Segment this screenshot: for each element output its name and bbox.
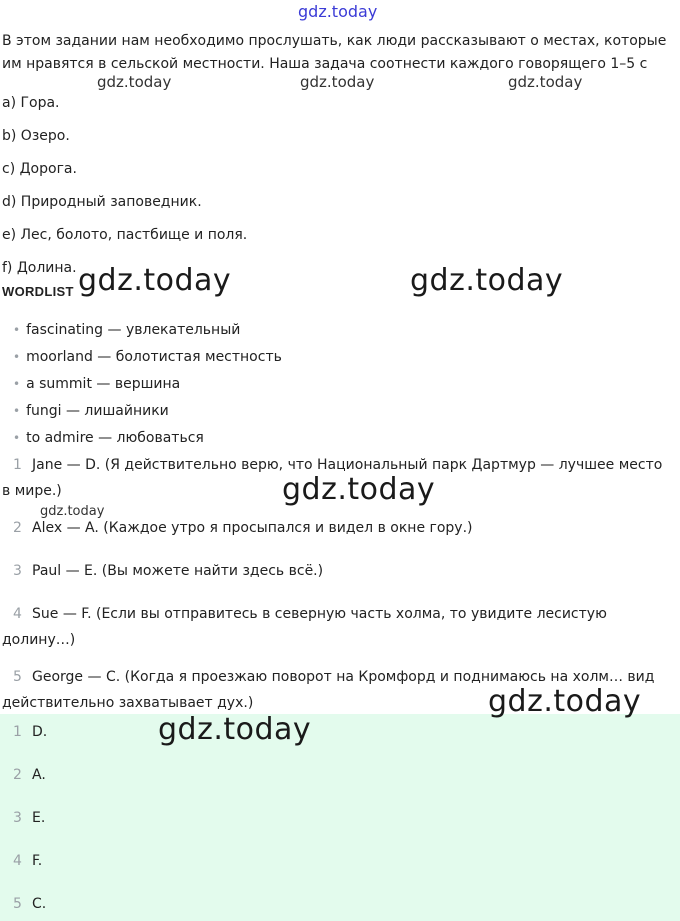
- answer-item: [2, 558, 678, 584]
- watermark: gdz.today: [282, 472, 436, 507]
- wordlist-text: a summit — вершина: [26, 376, 181, 392]
- wordlist-item: [13, 320, 240, 340]
- option-d: d) Природный заповедник.: [2, 194, 202, 210]
- answer-text: Paul — E. (Вы можете найти здесь всё.): [32, 563, 324, 579]
- intro-line: В этом задании нам необходимо прослушать, как люди рассказывают о местах, которые: [2, 33, 667, 49]
- answer-item: [2, 601, 678, 653]
- watermark: gdz.today: [508, 73, 583, 91]
- wordlist-text: fascinating — увлекательный: [26, 322, 241, 338]
- key-item: [2, 765, 46, 785]
- wordlist-item: [13, 428, 204, 448]
- watermark: gdz.today: [97, 73, 172, 91]
- watermark: gdz.today: [488, 684, 642, 719]
- bullet-icon: •: [13, 431, 21, 445]
- key-item: [2, 808, 45, 828]
- watermark: gdz.today: [410, 263, 564, 298]
- key-item: [2, 851, 42, 871]
- wordlist-title: WORDLIST: [2, 284, 74, 299]
- answer-text: Alex — A. (Каждое утро я просыпался и видел в окне гору.): [32, 520, 473, 536]
- key-number: 5: [13, 896, 22, 912]
- watermark: gdz.today: [300, 73, 375, 91]
- wordlist-item: [13, 374, 180, 394]
- option-f: f) Долина.: [2, 260, 77, 276]
- key-value: F.: [32, 853, 43, 869]
- answer-number: 2: [13, 520, 22, 536]
- key-value: E.: [32, 810, 46, 826]
- watermark: gdz.today: [298, 2, 378, 21]
- wordlist-text: to admire — любоваться: [26, 430, 204, 446]
- answer-number: 1: [13, 457, 22, 473]
- watermark: gdz.today: [40, 504, 105, 519]
- answer-number: 3: [13, 563, 22, 579]
- option-e: e) Лес, болото, пастбище и поля.: [2, 227, 248, 243]
- bullet-icon: •: [13, 323, 21, 337]
- watermark: gdz.today: [158, 712, 312, 747]
- answer-text-continued: долину…): [2, 632, 76, 648]
- answer-number: 4: [13, 606, 22, 622]
- answer-text: Sue — F. (Если вы отправитесь в северную часть холма, то увидите лесистую: [32, 606, 607, 622]
- option-b: b) Озеро.: [2, 128, 70, 144]
- wordlist-text: fungi — лишайники: [26, 403, 169, 419]
- key-number: 1: [13, 724, 22, 740]
- answer-text-continued: действительно захватывает дух.): [2, 695, 254, 711]
- wordlist-text: moorland — болотистая местность: [26, 349, 282, 365]
- bullet-icon: •: [13, 350, 21, 364]
- intro-line: им нравятся в сельской местности. Наша задача соотнести каждого говорящего 1–5 с: [2, 56, 648, 72]
- answer-text-continued: в мире.): [2, 483, 62, 499]
- bullet-icon: •: [13, 404, 21, 418]
- answer-text: Jane — D. (Я действительно верю, что Национальный парк Дартмур — лучшее место: [32, 457, 663, 473]
- option-a: a) Гора.: [2, 95, 60, 111]
- key-value: C.: [32, 896, 47, 912]
- answer-text: George — C. (Когда я проезжаю поворот на Кромфорд и поднимаюсь на холм… вид: [32, 669, 655, 685]
- answer-key-panel: [0, 714, 680, 921]
- key-number: 4: [13, 853, 22, 869]
- answer-number: 5: [13, 669, 22, 685]
- bullet-icon: •: [13, 377, 21, 391]
- wordlist-item: [13, 401, 169, 421]
- watermark: gdz.today: [78, 263, 232, 298]
- key-value: D.: [32, 724, 48, 740]
- key-number: 2: [13, 767, 22, 783]
- intro-paragraph: [2, 30, 678, 76]
- wordlist-item: [13, 347, 282, 367]
- key-value: A.: [32, 767, 46, 783]
- key-item: [2, 722, 47, 742]
- key-number: 3: [13, 810, 22, 826]
- option-c: c) Дорога.: [2, 161, 77, 177]
- key-item: [2, 894, 46, 914]
